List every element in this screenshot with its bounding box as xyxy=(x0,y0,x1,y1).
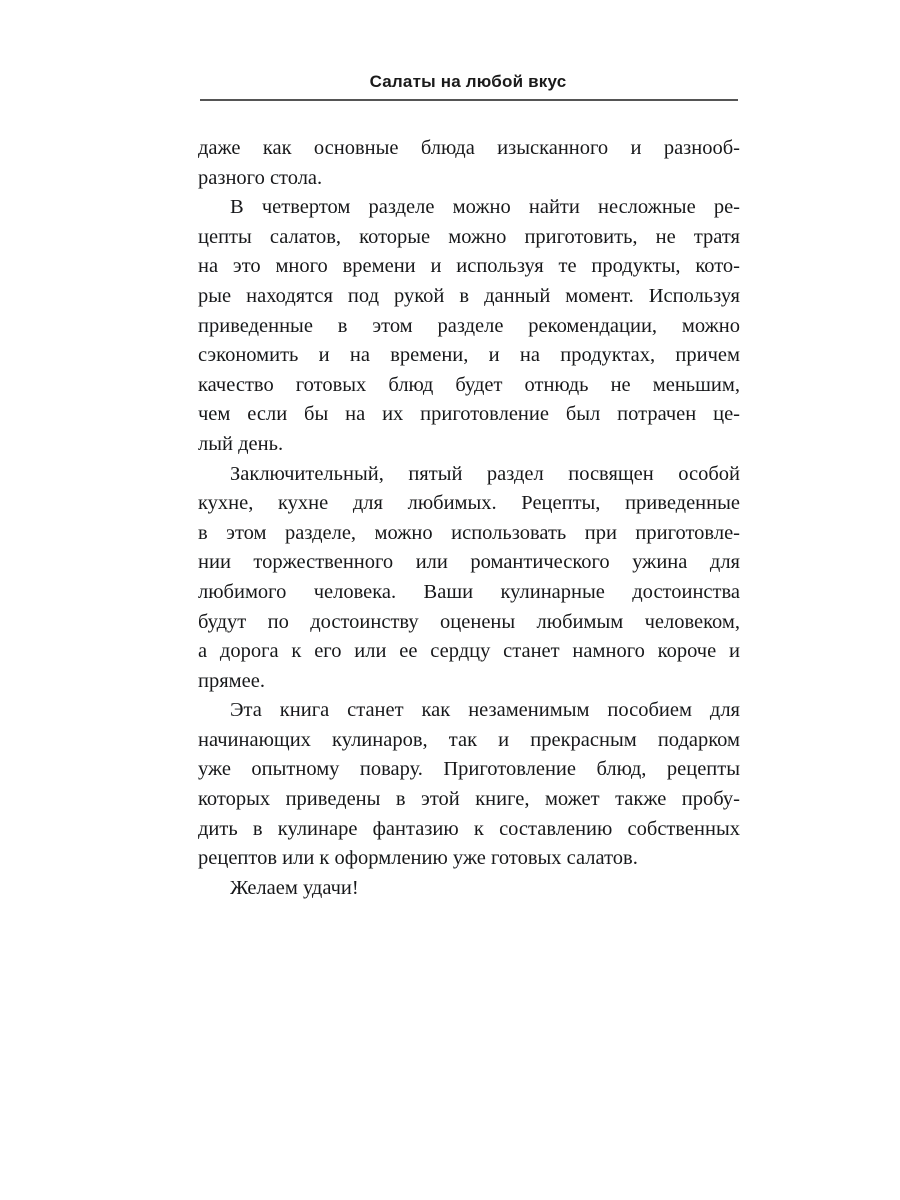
text-line: на это много времени и используя те продукты, кото- xyxy=(198,255,740,278)
text-line: лый день. xyxy=(198,432,284,455)
paragraph xyxy=(198,134,740,193)
text-line: рые находятся под рукой в данный момент. Используя xyxy=(198,284,740,307)
paragraph xyxy=(198,696,740,874)
text-line: приведенные в этом разделе рекомендации, можно xyxy=(198,314,740,337)
paragraph xyxy=(198,874,740,904)
running-head: Салаты на любой вкус xyxy=(369,72,567,91)
text-line: В четвертом разделе можно найти несложные ре- xyxy=(230,196,740,219)
text-line: уже опытному повару. Приготовление блюд, рецепты xyxy=(198,758,740,781)
text-line: цепты салатов, которые можно приготовить, не тратя xyxy=(198,225,740,248)
text-line: Эта книга станет как незаменимым пособием для xyxy=(230,699,740,722)
text-line: рецептов или к оформлению уже готовых салатов. xyxy=(198,847,638,870)
text-line: начинающих кулинаров, так и прекрасным подарком xyxy=(198,728,740,751)
text-line: любимого человека. Ваши кулинарные достоинства xyxy=(198,580,740,603)
text-line: будут по достоинству оценены любимым человеком, xyxy=(198,610,740,633)
text-line: даже как основные блюда изысканного и разнооб- xyxy=(198,137,740,159)
text-line: нии торжественного или романтического ужина для xyxy=(198,551,740,574)
body-text-column xyxy=(198,134,740,903)
text-line: которых приведены в этой книге, может также пробу- xyxy=(198,788,740,811)
text-line: а дорога к его или ее сердцу станет намного короче и xyxy=(198,640,740,663)
text-line: Желаем удачи! xyxy=(230,876,359,899)
text-line: кухне, кухне для любимых. Рецепты, приведенные xyxy=(198,492,740,515)
text-line: прямее. xyxy=(198,669,265,692)
text-line: чем если бы на их приготовление был потрачен це- xyxy=(198,403,740,426)
paragraph xyxy=(198,460,740,697)
text-line: Заключительный, пятый раздел посвящен особой xyxy=(230,462,740,485)
text-line: дить в кулинаре фантазию к составлению собственных xyxy=(198,817,740,840)
text-line: разного стола. xyxy=(198,166,323,189)
text-line: в этом разделе, можно использовать при приготовле- xyxy=(198,521,740,544)
text-line: качество готовых блюд будет отнюдь не меньшим, xyxy=(198,373,740,396)
text-line: сэкономить и на времени, и на продуктах, причем xyxy=(198,344,740,367)
header-rule xyxy=(200,99,738,101)
paragraph xyxy=(198,193,740,459)
